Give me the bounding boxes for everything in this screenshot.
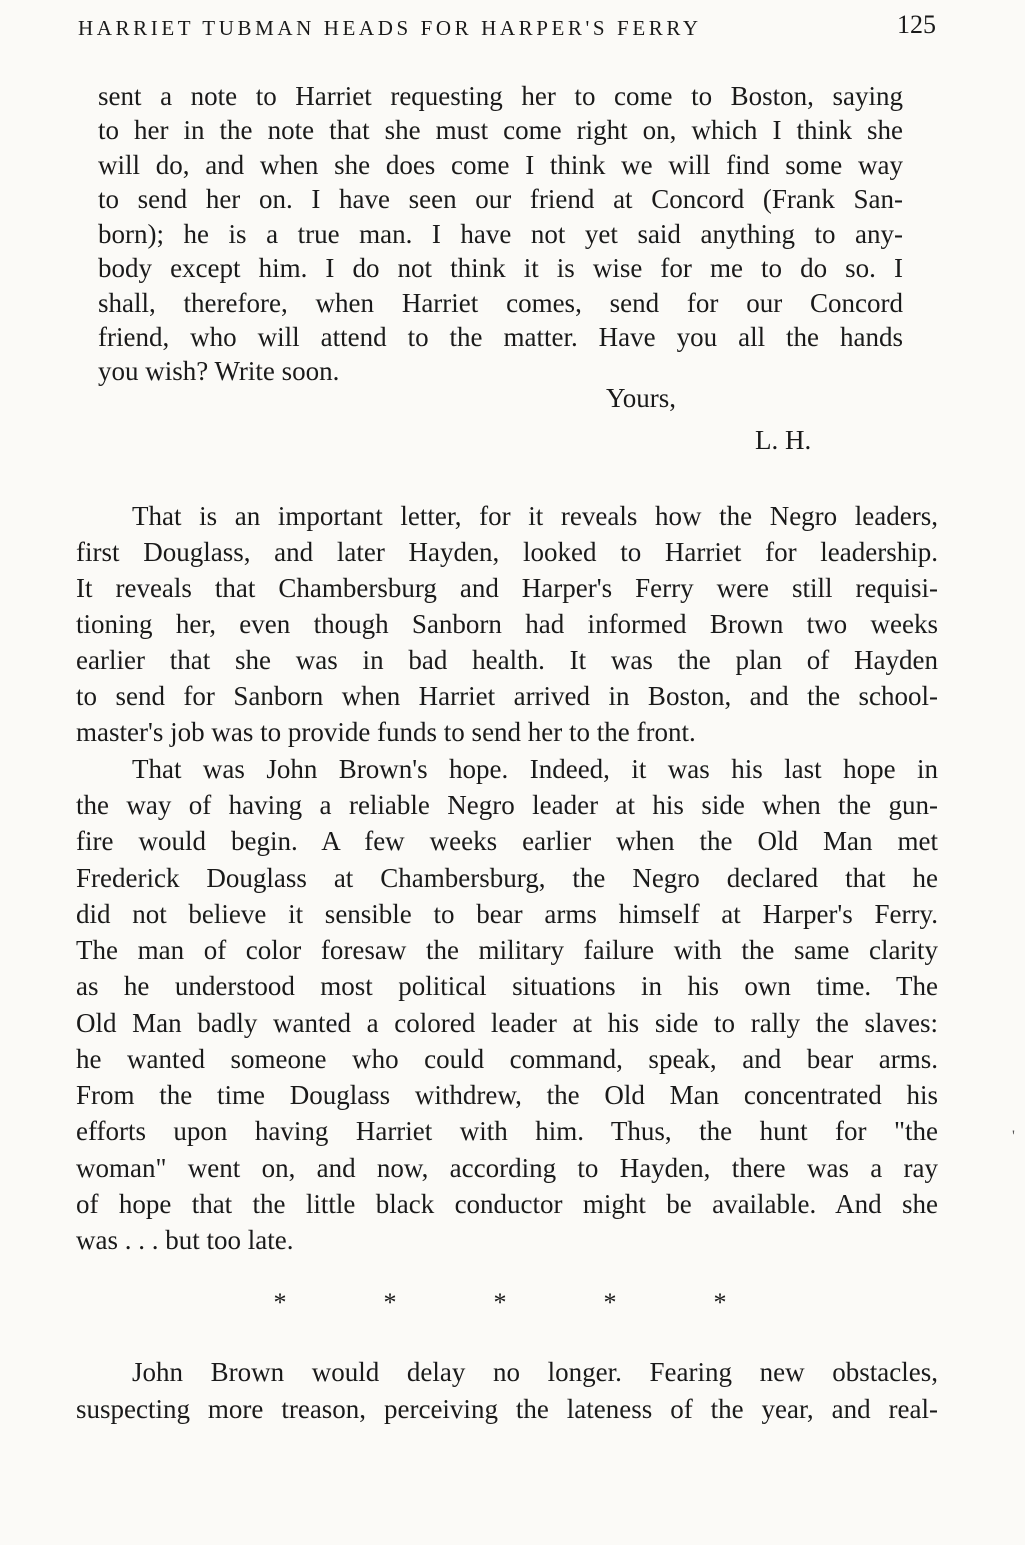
letter-line: to send her on. I have seen our friend at Concord (Frank San- — [98, 184, 903, 214]
paragraph-line: fire would begin. A few weeks earlier when the Old Man met — [76, 826, 938, 856]
running-head — [78, 8, 938, 52]
paragraph-line: That was John Brown's hope. Indeed, it was his last hope in — [132, 754, 938, 784]
section-break-asterisk: * — [713, 1288, 727, 1317]
paragraph-line: efforts upon having Harriet with him. Thus, the hunt for "the — [76, 1116, 938, 1146]
paragraph-line: the way of having a reliable Negro leader at his side when the gun- — [76, 790, 938, 820]
paragraph-line: tioning her, even though Sanborn had informed Brown two weeks — [76, 609, 938, 639]
paragraph-line: earlier that she was in bad health. It was the plan of Hayden — [76, 645, 938, 675]
letter-line: body except him. I do not think it is wise for me to do so. I — [98, 253, 903, 283]
paragraph-line: as he understood most political situations in his own time. The — [76, 971, 938, 1001]
paragraph-line: woman" went on, and now, according to Hayden, there was a ray — [76, 1153, 938, 1183]
section-break — [260, 1288, 740, 1318]
margin-mark: ' — [1012, 1128, 1015, 1145]
letter-line: sent a note to Harriet requesting her to come to Boston, saying — [98, 81, 903, 111]
paragraph-line: did not believe it sensible to bear arms himself at Harper's Ferry. — [76, 899, 938, 929]
page-number: 125 — [897, 10, 936, 39]
letter-line: to her in the note that she must come right on, which I think she — [98, 115, 903, 145]
paragraph-line: of hope that the little black conductor might be available. And she — [76, 1189, 938, 1219]
paragraph-line: Old Man badly wanted a colored leader at his side to rally the slaves: — [76, 1008, 938, 1038]
letter-line: shall, therefore, when Harriet comes, send for our Concord — [98, 288, 903, 318]
paragraph-line: was . . . but too late. — [76, 1225, 294, 1255]
paragraph-line: John Brown would delay no longer. Fearing new obstacles, — [132, 1357, 938, 1387]
section-break-asterisk: * — [603, 1288, 617, 1317]
paragraph-line: It reveals that Chambersburg and Harper's Ferry were still requisi- — [76, 573, 938, 603]
paragraph-line: The man of color foresaw the military failure with the same clarity — [76, 935, 938, 965]
letter-signature: L. H. — [755, 425, 812, 455]
letter-closing: Yours, — [606, 383, 677, 413]
section-break-asterisk: * — [273, 1288, 287, 1317]
paragraph-line: Frederick Douglass at Chambersburg, the Negro declared that he — [76, 863, 938, 893]
letter-line: born); he is a true man. I have not yet said anything to any- — [98, 219, 903, 249]
section-break-asterisk: * — [493, 1288, 507, 1317]
paragraph-line: That is an important letter, for it reveals how the Negro leaders, — [132, 501, 938, 531]
paragraph-line: to send for Sanborn when Harriet arrived in Boston, and the school- — [76, 681, 938, 711]
paragraph-line: suspecting more treason, perceiving the lateness of the year, and real- — [76, 1394, 938, 1424]
paragraph-line: From the time Douglass withdrew, the Old Man concentrated his — [76, 1080, 938, 1110]
paragraph-line: first Douglass, and later Hayden, looked to Harriet for leadership. — [76, 537, 938, 567]
letter-line: you wish? Write soon. — [98, 356, 340, 386]
letter-line: friend, who will attend to the matter. Have you all the hands — [98, 322, 903, 352]
section-break-asterisk: * — [383, 1288, 397, 1317]
paragraph-line: he wanted someone who could command, speak, and bear arms. — [76, 1044, 938, 1074]
running-title: HARRIET TUBMAN HEADS FOR HARPER'S FERRY — [78, 16, 702, 40]
letter-line: will do, and when she does come I think we will find some way — [98, 150, 903, 180]
paragraph-line: master's job was to provide funds to send her to the front. — [76, 717, 696, 747]
